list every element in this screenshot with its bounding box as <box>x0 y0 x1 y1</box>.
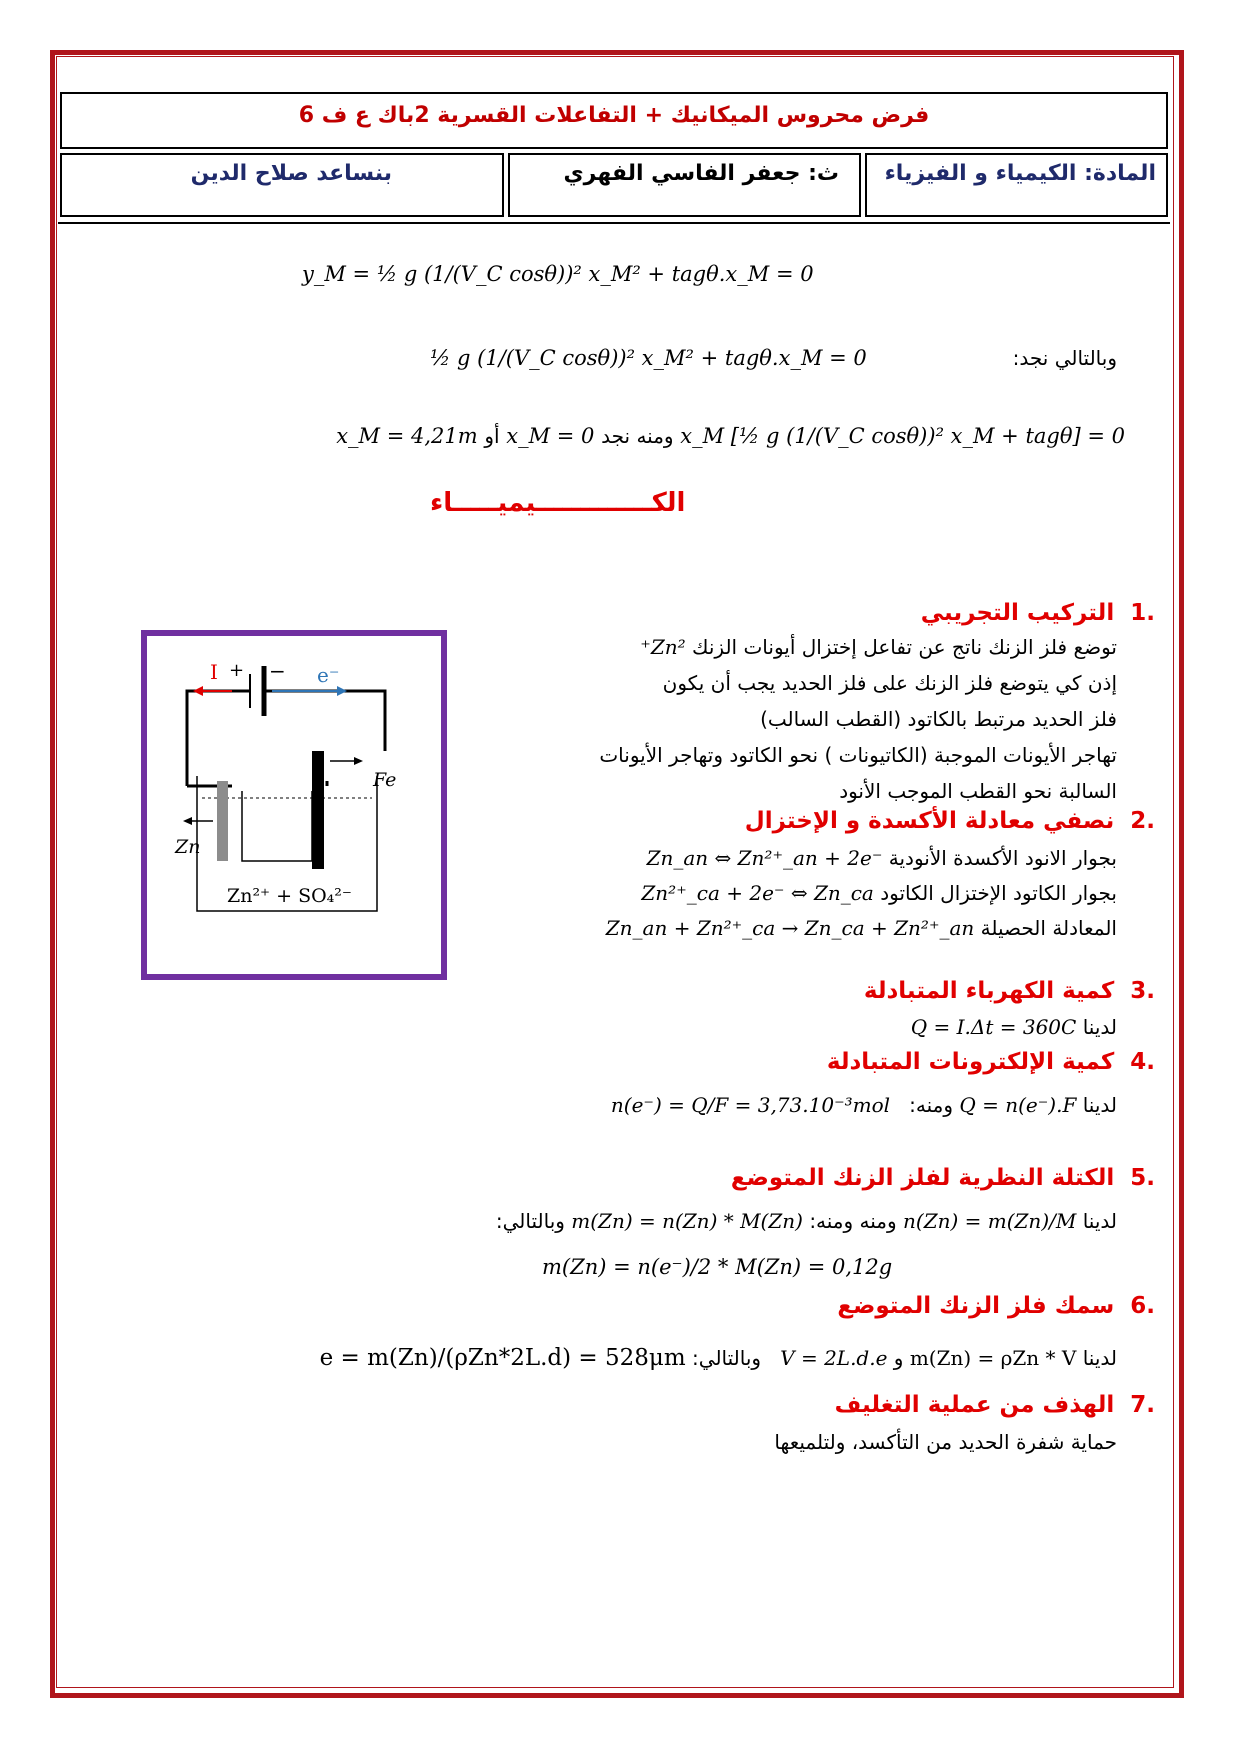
section-1-title <box>921 600 1155 626</box>
section-1-heading: التركيب التجريبي <box>920 600 1115 626</box>
equation-ym <box>302 262 814 286</box>
equation-ym-text: y_M = ½ g (1/(V_C cosθ))² x_M² + tagθ.x_M = 0 <box>302 262 814 286</box>
s5-end: وبالتالي: <box>495 1209 565 1233</box>
s1-line5: السالبة نحو القطب الموجب الأنود <box>839 779 1117 803</box>
s2-line3 <box>606 916 1117 940</box>
equation-solution <box>336 424 1125 448</box>
section-2-heading: نصفي معادلة الأكسدة و الإختزال <box>744 808 1115 834</box>
s1-line1-formula: Zn²⁺ <box>640 635 686 659</box>
student-box <box>60 153 504 217</box>
plus-label: + <box>229 660 245 681</box>
s6-eq3: e = m(Zn)/(ρZn*2L.d) = 528μm <box>319 1345 686 1371</box>
electrolysis-figure <box>141 630 447 980</box>
s4-eq2: n(e⁻) = Q/F = 3,73.10⁻³mol <box>610 1093 891 1117</box>
s6-line <box>320 1345 1117 1371</box>
s5-eq2: m(Zn) = n(Zn) * M(Zn) <box>571 1209 803 1233</box>
electron-label: e⁻ <box>317 663 340 687</box>
subject-box <box>865 153 1168 217</box>
s2-cathode-text: بجوار الكاتود الإختزال الكاتود <box>880 881 1117 905</box>
s6-and: و <box>893 1346 904 1370</box>
s4-text: لدينا <box>1082 1093 1117 1117</box>
s1-line4: تهاجر الأيونات الموجبة (الكاتيونات ) نحو الكاتود وتهاجر الأيونات <box>599 743 1117 767</box>
section-1-number: .1 <box>1130 600 1155 626</box>
s4-eq1: Q = n(e⁻).F <box>959 1093 1077 1117</box>
section-3-title <box>864 978 1155 1004</box>
s5-eq3: m(Zn) = n(e⁻)/2 * M(Zn) = 0,12g <box>542 1255 893 1279</box>
conclusion-label: وبالتالي نجد: <box>1012 346 1117 370</box>
section-2-number: .2 <box>1130 808 1155 834</box>
s2-line2 <box>641 881 1117 905</box>
s3-text: لدينا <box>1082 1015 1117 1039</box>
section-7-heading: الهذف من عملية التغليف <box>834 1392 1115 1418</box>
s2-line1 <box>647 846 1117 870</box>
section-2-title <box>745 808 1155 834</box>
section-5-number: .5 <box>1130 1165 1155 1191</box>
section-6-number: .6 <box>1130 1293 1155 1319</box>
electrolysis-diagram <box>147 636 441 974</box>
s1-line2: إذن كي يتوضع فلز الزنك على فلز الحديد يجب أن يكون <box>662 671 1117 695</box>
s2-anode-eq: Zn_an ⇔ Zn²⁺_an + 2e⁻ <box>646 846 883 870</box>
solution-factor: x_M [½ g (1/(V_C cosθ))² x_M + tagθ] = 0 <box>680 424 1125 448</box>
section-6-heading: سمك فلز الزنك المتوضع <box>837 1293 1115 1319</box>
fe-label: Fe <box>373 769 397 791</box>
teacher-box <box>508 153 861 217</box>
section-7-number: .7 <box>1130 1392 1155 1418</box>
section-7-title <box>835 1392 1155 1418</box>
s1-line1-text: توضع فلز الزنك ناتج عن تفاعل إختزال أيونات الزنك <box>692 635 1117 659</box>
s2-cathode-eq: Zn²⁺_ca + 2e⁻ ⇔ Zn_ca <box>641 881 874 905</box>
subject-label: المادة: الكيمياء و الفيزياء <box>884 161 1156 186</box>
s5-line1 <box>496 1209 1117 1233</box>
s7-line: حماية شفرة الحديد من التأكسد، ولتلميعها <box>774 1430 1117 1454</box>
solution-label: Zn²⁺ + SO₄²⁻ <box>227 885 352 907</box>
section-3-heading: كمية الكهرباء المتبادلة <box>863 978 1115 1004</box>
s5-mid: ومنه ومنه: <box>809 1209 897 1233</box>
section-3-number: .3 <box>1130 978 1155 1004</box>
section-4-number: .4 <box>1130 1049 1155 1075</box>
s6-mid: وبالتالي: <box>692 1346 762 1370</box>
section-5-heading: الكتلة النظرية لفلز الزنك المتوضع <box>730 1165 1115 1191</box>
s4-mid: ومنه: <box>909 1093 953 1117</box>
solution-mid: ومنه نجد <box>601 424 674 448</box>
student-name: بنساعد صلاح الدين <box>190 161 392 186</box>
section-5-title <box>731 1165 1155 1191</box>
s1-line3: فلز الحديد مرتبط بالكاتود (القطب السالب) <box>760 707 1117 731</box>
s2-global-eq: Zn_an + Zn²⁺_ca → Zn_ca + Zn²⁺_an <box>605 916 975 940</box>
section-4-title <box>827 1049 1155 1075</box>
s5-text: لدينا <box>1082 1209 1117 1233</box>
title-box <box>60 92 1168 149</box>
minus-label: − <box>269 659 286 683</box>
exam-title: فرض محروس الميكانيك + التفاعلات القسرية 2باك ع ف 6 <box>298 103 930 128</box>
zn-label: Zn <box>175 836 201 858</box>
s3-eq: Q = I.Δt = 360C <box>910 1015 1077 1039</box>
s2-anode-text: بجوار الانود الأكسدة الأنودية <box>888 846 1117 870</box>
chemistry-heading: الكـــــــــــــيميـــــاء <box>430 488 686 518</box>
header-divider <box>58 222 1170 224</box>
solution-root2: x_M = 4,21m <box>336 424 478 448</box>
equation-xm-text: ½ g (1/(V_C cosθ))² x_M² + tagθ.x_M = 0 <box>430 346 867 370</box>
s6-eq2: V = 2L.d.e <box>780 1346 888 1370</box>
s6-eq1: m(Zn) = ρZn * V <box>909 1346 1077 1370</box>
solution-or: أو <box>484 424 500 448</box>
equation-xm <box>430 346 867 370</box>
solution-root1: x_M = 0 <box>506 424 595 448</box>
s5-eq1: n(Zn) = m(Zn)/M <box>903 1209 1077 1233</box>
section-4-heading: كمية الإلكترونات المتبادلة <box>826 1049 1115 1075</box>
s1-line1 <box>640 635 1117 659</box>
s2-global-text: المعادلة الحصيلة <box>980 916 1117 940</box>
section-6-title <box>837 1293 1155 1319</box>
s4-line <box>611 1093 1117 1117</box>
s3-line <box>911 1015 1117 1039</box>
s6-text: لدينا <box>1082 1346 1117 1370</box>
current-label: I <box>210 660 218 684</box>
teacher-label: ث: جعفر الفاسي الفهري <box>563 161 839 186</box>
